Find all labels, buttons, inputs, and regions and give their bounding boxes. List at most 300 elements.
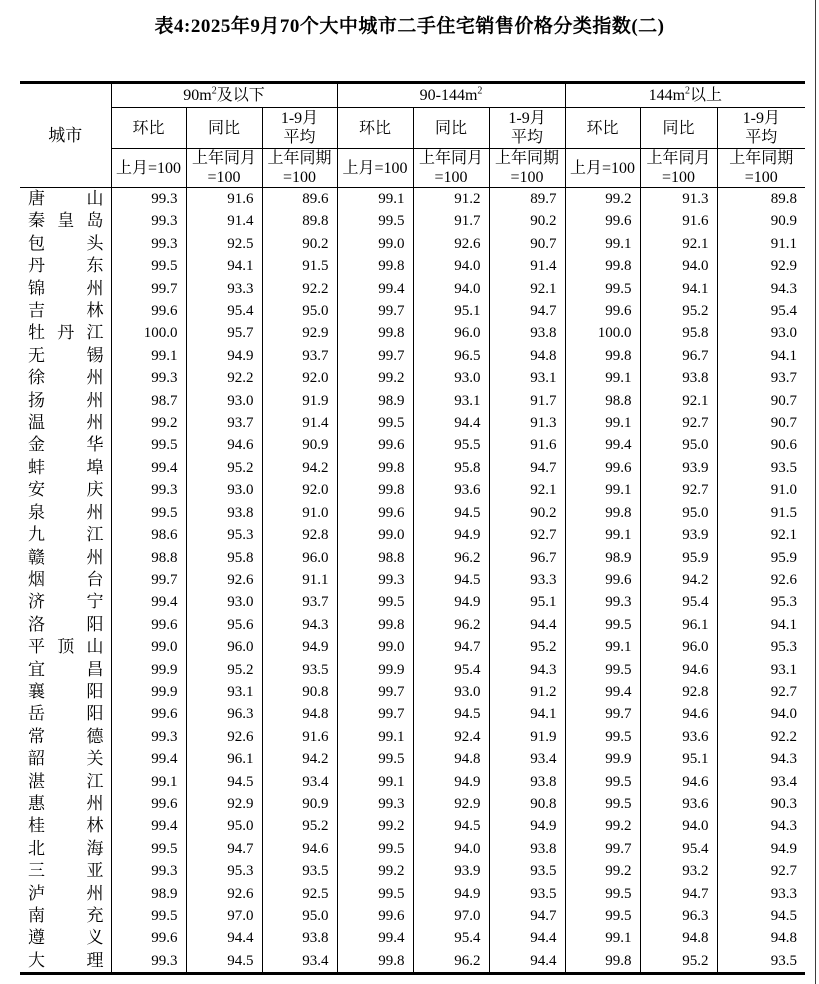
index-value: 93.7 [262,345,337,367]
index-value: 95.3 [717,636,805,658]
index-value: 93.6 [640,726,717,748]
index-value: 94.3 [262,614,337,636]
table-row [20,390,805,412]
index-value: 90.7 [489,233,565,255]
index-value: 93.4 [717,771,805,793]
index-value: 99.5 [337,591,413,613]
table-row [20,255,805,277]
city-name: 济 宁 [20,591,111,613]
index-value: 93.8 [640,367,717,389]
table-row [20,210,805,232]
page-edge-line [815,0,816,984]
index-value: 94.1 [640,278,717,300]
index-value: 99.5 [565,883,640,905]
index-value: 95.4 [717,300,805,322]
index-value: 95.4 [186,300,262,322]
index-value: 95.7 [186,322,262,344]
index-value: 99.4 [337,278,413,300]
index-value: 91.7 [413,210,489,232]
index-value: 89.8 [262,210,337,232]
index-value: 92.9 [413,793,489,815]
index-value: 99.5 [565,659,640,681]
index-value: 96.2 [413,547,489,569]
index-value: 92.6 [717,569,805,591]
index-value: 95.0 [640,434,717,456]
metric-header-avg: 1-9月 平均 [489,108,565,149]
index-value: 94.1 [717,345,805,367]
city-name: 大 理 [20,950,111,974]
index-value: 94.0 [413,255,489,277]
index-value: 90.2 [489,210,565,232]
index-value: 98.8 [111,547,186,569]
index-value: 93.8 [489,838,565,860]
city-name: 九 江 [20,524,111,546]
index-value: 94.5 [413,502,489,524]
index-value: 99.7 [565,838,640,860]
index-value: 99.9 [337,659,413,681]
index-value: 90.8 [262,681,337,703]
index-value: 94.6 [640,703,717,725]
index-value: 99.6 [111,703,186,725]
index-value: 93.9 [413,860,489,882]
index-value: 94.7 [489,905,565,927]
index-value: 99.3 [111,726,186,748]
city-name: 韶 关 [20,748,111,770]
index-value: 99.7 [111,569,186,591]
table-row [20,838,805,860]
index-value: 99.9 [111,681,186,703]
index-value: 99.2 [337,815,413,837]
index-value: 96.1 [640,614,717,636]
index-value: 94.7 [186,838,262,860]
base-header-mom: 上月=100 [337,149,413,188]
index-value: 91.5 [717,502,805,524]
index-value: 94.9 [413,524,489,546]
index-value: 95.4 [413,927,489,949]
index-value: 89.6 [262,188,337,211]
index-value: 92.2 [262,278,337,300]
index-value: 99.5 [337,748,413,770]
index-value: 91.0 [717,479,805,501]
index-value: 99.8 [337,457,413,479]
index-value: 99.5 [111,905,186,927]
index-value: 99.6 [337,905,413,927]
index-value: 99.8 [337,614,413,636]
index-value: 94.9 [413,771,489,793]
index-value: 94.0 [413,838,489,860]
index-value: 95.8 [640,322,717,344]
index-value: 91.4 [489,255,565,277]
base-header-mom: 上月=100 [565,149,640,188]
index-value: 99.0 [337,524,413,546]
group-header-90-144: $90-144m^2$ [337,83,565,108]
metric-header-mom: 环比 [565,108,640,149]
index-value: 92.1 [717,524,805,546]
index-value: 92.7 [717,860,805,882]
index-value: 93.0 [717,322,805,344]
index-value: 93.5 [262,659,337,681]
index-value: 99.8 [337,255,413,277]
city-name: 扬 州 [20,390,111,412]
index-value: 94.5 [413,815,489,837]
index-value: 99.5 [565,614,640,636]
index-value: 94.1 [489,703,565,725]
index-value: 93.1 [489,367,565,389]
index-value: 93.4 [262,950,337,974]
city-name: 惠 州 [20,793,111,815]
index-value: 93.0 [186,390,262,412]
index-value: 93.8 [262,927,337,949]
index-value: 90.9 [262,434,337,456]
index-value: 99.5 [337,210,413,232]
index-value: 92.8 [262,524,337,546]
index-value: 95.3 [186,860,262,882]
table-row [20,815,805,837]
index-value: 94.7 [489,300,565,322]
index-value: 95.0 [186,815,262,837]
index-value: 94.5 [413,569,489,591]
index-value: 99.3 [337,793,413,815]
index-value: 94.2 [640,569,717,591]
index-value: 93.6 [640,793,717,815]
index-value: 99.7 [111,278,186,300]
index-value: 95.9 [717,547,805,569]
table-row [20,412,805,434]
index-value: 92.6 [186,726,262,748]
index-value: 99.3 [111,188,186,211]
index-value: 95.2 [186,457,262,479]
index-value: 95.8 [413,457,489,479]
index-value: 99.5 [565,793,640,815]
index-value: 95.2 [489,636,565,658]
city-name: 牡 丹 江 [20,322,111,344]
index-value: 96.0 [640,636,717,658]
index-value: 99.9 [565,748,640,770]
index-value: 94.2 [262,457,337,479]
index-value: 92.4 [413,726,489,748]
index-value: 98.6 [111,524,186,546]
metric-header-yoy: 同比 [413,108,489,149]
index-value: 99.1 [565,233,640,255]
index-value: 92.8 [640,681,717,703]
index-value: 95.2 [640,950,717,974]
city-name: 北 海 [20,838,111,860]
index-value: 94.6 [640,659,717,681]
index-value: 93.9 [640,457,717,479]
index-value: 90.7 [717,412,805,434]
index-value: 99.6 [565,457,640,479]
table-row [20,457,805,479]
table-row [20,771,805,793]
index-value: 93.2 [640,860,717,882]
index-value: 95.4 [640,838,717,860]
index-value: 99.3 [111,860,186,882]
city-name: 烟 台 [20,569,111,591]
index-value: 94.6 [186,434,262,456]
index-value: 93.7 [262,591,337,613]
index-value: 94.7 [640,883,717,905]
table-row [20,793,805,815]
index-value: 99.5 [565,771,640,793]
table-row [20,547,805,569]
index-value: 93.6 [413,479,489,501]
index-value: 93.0 [186,479,262,501]
index-value: 99.6 [337,502,413,524]
table-row [20,502,805,524]
index-value: 99.4 [565,681,640,703]
index-value: 99.7 [337,345,413,367]
index-value: 100.0 [111,322,186,344]
index-value: 94.0 [640,255,717,277]
index-value: 92.0 [262,479,337,501]
index-value: 91.7 [489,390,565,412]
index-value: 92.1 [640,233,717,255]
index-value: 99.6 [565,300,640,322]
index-value: 99.2 [565,860,640,882]
index-value: 94.2 [262,748,337,770]
index-value: 99.6 [111,793,186,815]
index-value: 99.5 [565,278,640,300]
table-row [20,681,805,703]
index-value: 92.7 [640,412,717,434]
index-value: 99.7 [565,703,640,725]
index-value: 90.7 [717,390,805,412]
index-value: 92.2 [186,367,262,389]
index-value: 99.5 [111,838,186,860]
metric-header-mom: 环比 [337,108,413,149]
superscript: 2 [477,85,483,97]
index-value: 89.7 [489,188,565,211]
index-value: 95.6 [186,614,262,636]
base-header-yoy: 上年同月 =100 [413,149,489,188]
index-value: 99.9 [111,659,186,681]
index-value: 93.9 [640,524,717,546]
index-value: 95.0 [640,502,717,524]
index-value: 92.1 [489,278,565,300]
index-value: 94.4 [489,614,565,636]
index-value: 92.6 [413,233,489,255]
index-value: 93.8 [489,771,565,793]
group-header-over-144: $144m^2$以上 [565,83,805,108]
table-row [20,278,805,300]
index-value: 99.4 [565,434,640,456]
index-value: 93.0 [186,591,262,613]
city-name: 泉 州 [20,502,111,524]
city-name: 徐 州 [20,367,111,389]
index-value: 99.4 [111,748,186,770]
index-value: 99.1 [337,188,413,211]
city-name: 赣 州 [20,547,111,569]
index-value: 99.6 [565,569,640,591]
table-row [20,927,805,949]
index-value: 99.7 [337,681,413,703]
index-value: 90.3 [717,793,805,815]
index-value: 91.4 [186,210,262,232]
index-value: 95.1 [640,748,717,770]
index-value: 95.2 [640,300,717,322]
index-value: 99.5 [111,255,186,277]
index-value: 96.0 [413,322,489,344]
index-value: 90.9 [262,793,337,815]
city-name: 丹 东 [20,255,111,277]
index-value: 99.3 [337,569,413,591]
index-value: 99.8 [565,345,640,367]
city-name: 常 德 [20,726,111,748]
index-value: 91.2 [413,188,489,211]
city-name: 唐 山 [20,188,111,211]
index-value: 98.7 [111,390,186,412]
index-value: 92.1 [640,390,717,412]
table-row [20,860,805,882]
city-name: 金 华 [20,434,111,456]
index-value: 100.0 [565,322,640,344]
index-value: 93.5 [717,950,805,974]
index-value: 99.1 [111,771,186,793]
index-value: 94.9 [186,345,262,367]
table-row [20,233,805,255]
index-value: 95.2 [186,659,262,681]
index-value: 90.6 [717,434,805,456]
index-value: 92.9 [717,255,805,277]
index-value: 91.4 [262,412,337,434]
group-header-under-90: $90m^2$及以下 [111,83,337,108]
base-header-avg: 上年同期 =100 [262,149,337,188]
index-value: 93.5 [489,883,565,905]
city-column-header: 城市 [20,83,111,188]
index-value: 94.3 [717,815,805,837]
city-name: 泸 州 [20,883,111,905]
index-value: 96.0 [186,636,262,658]
index-value: 94.4 [489,950,565,974]
city-name: 无 锡 [20,345,111,367]
index-value: 90.9 [717,210,805,232]
city-name: 安 庆 [20,479,111,501]
index-value: 99.1 [565,524,640,546]
index-value: 94.4 [489,927,565,949]
index-value: 99.1 [565,479,640,501]
index-value: 99.7 [337,300,413,322]
index-value: 92.5 [262,883,337,905]
index-value: 94.8 [262,703,337,725]
index-value: 94.8 [489,345,565,367]
city-name: 蚌 埠 [20,457,111,479]
index-value: 99.6 [337,434,413,456]
table-row [20,703,805,725]
index-value: 91.1 [262,569,337,591]
metric-header-mom: 环比 [111,108,186,149]
index-value: 93.4 [262,771,337,793]
index-value: 96.3 [186,703,262,725]
table-row [20,367,805,389]
index-value: 99.0 [337,636,413,658]
index-value: 93.0 [413,681,489,703]
index-value: 94.9 [489,815,565,837]
index-value: 93.1 [717,659,805,681]
table-row [20,569,805,591]
page-title: 表4:2025年9月70个大中城市二手住宅销售价格分类指数(二) [154,16,665,37]
index-value: 98.9 [337,390,413,412]
index-value: 99.5 [111,434,186,456]
index-value: 99.4 [111,591,186,613]
superscript: 2 [211,85,217,97]
base-header-mom: 上月=100 [111,149,186,188]
city-name: 温 州 [20,412,111,434]
index-value: 97.0 [413,905,489,927]
index-value: 99.4 [337,927,413,949]
table-row [20,434,805,456]
index-value: 99.2 [337,367,413,389]
index-value: 99.3 [565,591,640,613]
index-value: 97.0 [186,905,262,927]
index-value: 99.4 [111,815,186,837]
table-row [20,636,805,658]
index-value: 94.3 [717,278,805,300]
city-name: 锦 州 [20,278,111,300]
city-name: 吉 林 [20,300,111,322]
index-value: 99.1 [565,636,640,658]
index-value: 92.9 [262,322,337,344]
index-value: 91.6 [489,434,565,456]
index-value: 92.7 [640,479,717,501]
index-value: 94.4 [186,927,262,949]
index-value: 94.5 [186,950,262,974]
index-value: 95.3 [717,591,805,613]
index-value: 96.2 [413,950,489,974]
index-value: 93.8 [186,502,262,524]
index-value: 99.2 [565,188,640,211]
index-value: 94.6 [640,771,717,793]
index-value: 99.4 [111,457,186,479]
table-row [20,883,805,905]
index-value: 99.3 [111,210,186,232]
index-value: 95.4 [640,591,717,613]
index-value: 99.3 [111,479,186,501]
index-value: 93.3 [717,883,805,905]
price-index-table [20,81,805,975]
index-value: 94.8 [717,927,805,949]
index-value: 99.1 [337,726,413,748]
index-value: 93.1 [186,681,262,703]
city-name: 平 顶 山 [20,636,111,658]
index-value: 99.6 [565,210,640,232]
index-value: 99.2 [111,412,186,434]
index-value: 96.1 [186,748,262,770]
index-value: 93.8 [489,322,565,344]
metric-header-avg: 1-9月 平均 [717,108,805,149]
index-value: 94.9 [413,591,489,613]
index-value: 93.3 [186,278,262,300]
index-value: 96.5 [413,345,489,367]
index-value: 99.6 [111,614,186,636]
index-value: 99.8 [337,322,413,344]
index-value: 94.5 [717,905,805,927]
index-value: 99.6 [111,300,186,322]
index-value: 91.2 [489,681,565,703]
index-value: 99.1 [565,927,640,949]
index-value: 91.1 [717,233,805,255]
table-body [20,188,805,974]
index-value: 99.5 [337,883,413,905]
index-value: 99.1 [565,367,640,389]
index-value: 94.7 [489,457,565,479]
index-value: 91.5 [262,255,337,277]
table-row [20,905,805,927]
index-value: 91.6 [640,210,717,232]
index-value: 95.9 [640,547,717,569]
index-value: 95.1 [413,300,489,322]
index-value: 89.8 [717,188,805,211]
index-value: 99.3 [111,367,186,389]
